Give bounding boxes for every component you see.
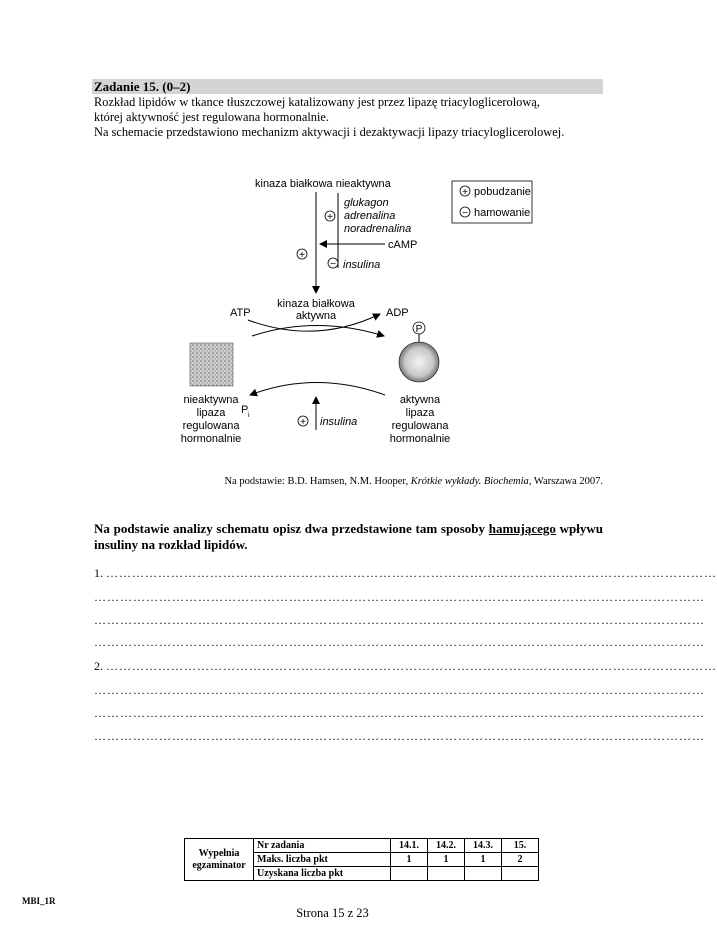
task-number: 14.1. xyxy=(391,839,428,853)
obtained-points-input[interactable] xyxy=(428,867,465,881)
svg-text:P: P xyxy=(241,404,249,416)
page-number: Strona 15 z 23 xyxy=(296,906,369,920)
legend-inhibition-label: hamowanie xyxy=(474,207,531,219)
answer-line-1c[interactable]: …………………………………………………………………………………………………………………………… xyxy=(94,613,705,627)
answer-line-2b[interactable]: …………………………………………………………………………………………………………………………… xyxy=(94,683,705,697)
adp-label: ADP xyxy=(386,307,409,319)
plus-icon-camp xyxy=(297,249,307,261)
minus-icon-insulin xyxy=(328,258,338,270)
row-obtained-label: Uzyskana liczba pkt xyxy=(254,867,391,881)
row-task-label: Nr zadania xyxy=(254,839,391,853)
adrenaline-label: adrenalina xyxy=(344,210,396,222)
insulin-bottom-label: insulina xyxy=(320,416,358,428)
inactive-lipase-label-1: nieaktywna xyxy=(183,394,239,406)
examiner-cell: Wypełnia egzaminator xyxy=(185,839,254,881)
atp-label: ATP xyxy=(230,307,251,319)
insulin-top-label: insulina xyxy=(343,259,381,271)
deactivation-curve xyxy=(250,383,385,396)
max-points: 2 xyxy=(502,853,539,867)
intro-line-3: Na schemacie przedstawiono mechanizm aktywacji i dezaktywacji lipazy triacyloglicerolowej. xyxy=(94,125,565,139)
obtained-points-input[interactable] xyxy=(502,867,539,881)
kinase-inactive-label: kinaza białkowa nieaktywna xyxy=(255,178,391,190)
inactive-lipase-label-2: lipaza xyxy=(196,407,226,419)
active-lipase-image xyxy=(399,342,439,382)
glucagon-label: glukagon xyxy=(344,197,389,209)
exam-code: MBI_1R xyxy=(22,896,56,906)
max-points: 1 xyxy=(391,853,428,867)
phosphate-released xyxy=(241,404,250,419)
noradrenaline-label: noradrenalina xyxy=(344,223,412,235)
answer-line-2[interactable]: 2. …………………………………………………………………………………………………………………………… xyxy=(94,659,717,673)
answer-line-1b[interactable]: …………………………………………………………………………………………………………………………… xyxy=(94,590,705,604)
max-points: 1 xyxy=(428,853,465,867)
kinase-active-label-1: kinaza białkowa xyxy=(277,298,355,310)
svg-text:i: i xyxy=(248,412,250,419)
kinase-active-label-2: aktywna xyxy=(295,310,337,322)
phosphate-icon xyxy=(413,322,425,335)
svg-text:−: − xyxy=(462,208,468,219)
question-text: Na podstawie analizy schematu opisz dwa przedstawione tam sposoby hamującego wpływu insuliny na rozkład lipidów. xyxy=(94,521,603,552)
intro-line-1: Rozkład lipidów w tkance tłuszczowej katalizowany jest przez lipazę triacyloglicerolową, xyxy=(94,95,540,109)
active-lipase-label-1: aktywna xyxy=(399,394,441,406)
legend xyxy=(452,181,532,223)
svg-text:−: − xyxy=(330,259,336,270)
plus-icon-hormones xyxy=(325,211,335,223)
inactive-lipase-label-4: hormonalnie xyxy=(180,433,242,445)
answer-line-2d[interactable]: …………………………………………………………………………………………………………………………… xyxy=(94,729,705,743)
plus-icon-insulin xyxy=(298,416,308,428)
task-header: Zadanie 15. (0–2) xyxy=(92,79,603,94)
active-lipase-label-4: hormonalnie xyxy=(389,433,451,445)
svg-text:+: + xyxy=(327,212,333,223)
source-citation: Na podstawie: B.D. Hamsen, N.M. Hooper, Krótkie wykłady. Biochemia, Warszawa 2007. xyxy=(224,476,603,487)
task-number: 15. xyxy=(502,839,539,853)
max-points: 1 xyxy=(465,853,502,867)
svg-text:+: + xyxy=(300,417,306,428)
obtained-points-input[interactable] xyxy=(465,867,502,881)
lipase-regulation-diagram xyxy=(0,0,665,480)
task-number: 14.2. xyxy=(428,839,465,853)
legend-stimulation-label: pobudzanie xyxy=(474,186,531,198)
svg-text:+: + xyxy=(299,250,305,261)
svg-text:+: + xyxy=(462,187,468,198)
grading-table xyxy=(184,838,539,881)
answer-line-2c[interactable]: …………………………………………………………………………………………………………………………… xyxy=(94,706,705,720)
answer-line-1d[interactable]: …………………………………………………………………………………………………………………………… xyxy=(94,635,705,649)
intro-line-2: której aktywność jest regulowana hormonalnie. xyxy=(94,110,330,124)
answer-line-1[interactable]: 1. …………………………………………………………………………………………………………………………… xyxy=(94,566,717,580)
inactive-lipase-label-3: regulowana xyxy=(182,420,240,432)
task-number: 14.3. xyxy=(465,839,502,853)
svg-text:P: P xyxy=(415,324,423,335)
obtained-points-input[interactable] xyxy=(391,867,428,881)
row-max-label: Maks. liczba pkt xyxy=(254,853,391,867)
camp-label: cAMP xyxy=(388,239,418,251)
active-lipase-label-3: regulowana xyxy=(391,420,449,432)
active-lipase-label-2: lipaza xyxy=(405,407,435,419)
inactive-lipase-image xyxy=(190,343,233,386)
